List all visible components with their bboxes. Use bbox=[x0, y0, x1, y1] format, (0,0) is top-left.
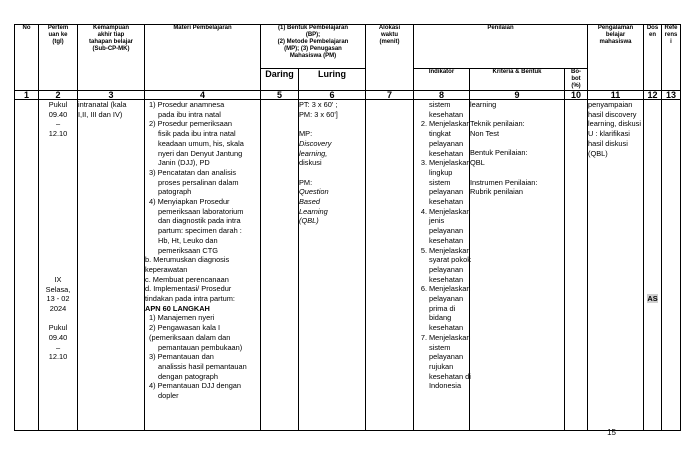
header-no: No bbox=[15, 25, 39, 91]
column-number: 4 bbox=[145, 91, 261, 100]
header-dosen: Dos en bbox=[644, 25, 662, 91]
dosen-initials: AS bbox=[647, 294, 658, 303]
column-number: 10 bbox=[565, 91, 588, 100]
header-kemampuan: Kemampuan akhir tiap tahapan belajar (Sub-CP-MK) bbox=[78, 25, 145, 91]
header-alokasi: Alokasi waktu (menit) bbox=[366, 25, 414, 91]
header-bentuk-pembelajaran: (1) Bentuk Pembelajaran (BP); (2) Metode Pembelajaran (MP); (3) Penugasan Mahasiswa (PM) bbox=[261, 25, 366, 69]
header-bobot: Bo- bot (%) bbox=[565, 69, 588, 91]
header-row-top bbox=[15, 25, 681, 69]
cell-kemampuan: intranatal (kala I,II, III dan IV) bbox=[78, 100, 145, 431]
cell-materi: 1) Prosedur anamnesa pada ibu intra natal 2) Prosedur pemeriksaan fisik pada ibu intra natal keadaan umum, his, skala nyeri dan Denyut Jantung Janin (DJJ), PD 3) Pencatatan dan analisis proses persalinan dalam patograph 4) Menyiapkan Prosedur pemeriksaan laboratorium dan diagnostik pada intra partum: specimen darah : Hb, Ht, Leuko dan pemeriksaan CTG b. Merumuskan diagnosis keperawatan c. Membuat perencanaan d. Implementasi/ Prosedur tindakan pada intra partum: APN 60 LANGKAH 1) Manajemen nyeri 2) Pengawasan kala I (pemeriksaan dalam dan pemantauan pembukaan) 3) Pemantauan dan analissis hasil pemantauan dengan patograph 4) Pemantauan DJJ dengan dopler bbox=[145, 100, 261, 431]
cell-indikator bbox=[414, 100, 470, 431]
cell-kriteria: learning Teknik penilaian: Non Test Bentuk Penilaian: QBL Instrumen Penilaian: Rubrik penilaian bbox=[470, 100, 565, 431]
cell-pertemuan: Pukul 09.40 – 12.10 IX Selasa, 13 - 02 2024 Pukul 09.40 – 12.10 bbox=[39, 100, 78, 431]
header-daring: Daring bbox=[261, 69, 299, 91]
column-number: 8 bbox=[414, 91, 470, 100]
cell-referensi bbox=[662, 100, 681, 431]
cell-luring: PT: 3 x 60' ; PM: 3 x 60'] MP: Discovery learning, diskusi PM: Question Based Learning (QBL) bbox=[299, 100, 366, 431]
indikator-list: sistem kesehatan 2. Menjelaskan tingkat pelayanan kesehatan 3. Menjelaskan lingkup sistem pelayanan kesehatan 4. Menjelaskan jenis pelayanan kesehatan 5. Menjelaskan syarat pokok pelayanan kesehatan 6. Menjelaskan pelayanan prima di bidang kesehatan 7. Menjelaskan sistem pelayanan rujukan kesehatan di Indonesia bbox=[420, 100, 471, 391]
header-pertemuan: Pertem uan ke (tgl) bbox=[39, 25, 78, 91]
page-number: 15 bbox=[607, 428, 616, 437]
cell-daring bbox=[261, 100, 299, 431]
header-materi: Materi Pembelajaran bbox=[145, 25, 261, 91]
cell-dosen bbox=[644, 100, 662, 431]
column-number: 13 bbox=[662, 91, 681, 100]
column-number: 12 bbox=[644, 91, 662, 100]
header-luring: Luring bbox=[299, 69, 366, 91]
cell-bobot bbox=[565, 100, 588, 431]
cell-pengalaman: penyampaian hasil discovery learning, diskusi U : klarifikasi hasil diskusi (QBL) bbox=[588, 100, 644, 431]
header-kriteria: Kriteria & Bentuk bbox=[470, 69, 565, 91]
column-number: 7 bbox=[366, 91, 414, 100]
apn-heading: APN 60 LANGKAH bbox=[145, 303, 210, 313]
cell-alokasi bbox=[366, 100, 414, 431]
column-number: 1 bbox=[15, 91, 39, 100]
header-referensi: Refe rens i bbox=[662, 25, 681, 91]
header-indikator: Indikator bbox=[414, 69, 470, 91]
rps-table bbox=[14, 24, 681, 431]
column-number: 6 bbox=[299, 91, 366, 100]
column-number: 3 bbox=[78, 91, 145, 100]
content-row bbox=[15, 100, 681, 431]
header-pengalaman: Pengalaman belajar mahasiswa bbox=[588, 25, 644, 91]
column-number: 5 bbox=[261, 91, 299, 100]
column-number: 11 bbox=[588, 91, 644, 100]
column-number: 9 bbox=[470, 91, 565, 100]
header-penilaian: Penilaian bbox=[414, 25, 588, 69]
column-number: 2 bbox=[39, 91, 78, 100]
column-number-row bbox=[15, 91, 681, 100]
cell-no bbox=[15, 100, 39, 431]
